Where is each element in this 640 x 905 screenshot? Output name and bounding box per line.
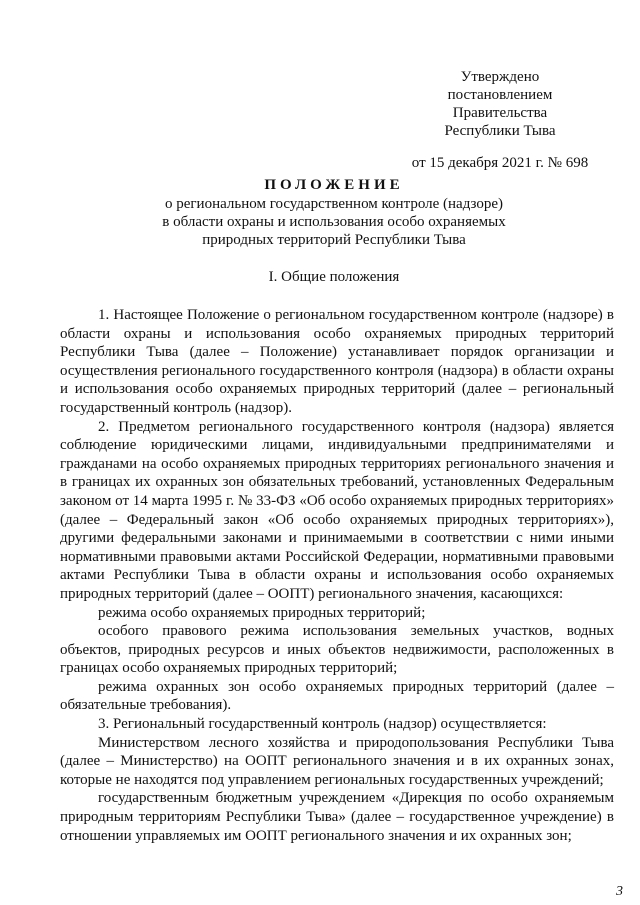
paragraph: режима особо охраняемых природных территорий; — [98, 604, 426, 621]
document-body — [60, 306, 614, 845]
paragraph: режима охранных зон особо охраняемых природных территорий (далее – обязательные требования). — [60, 678, 614, 714]
paragraph: государственным бюджетным учреждением «Дирекция по особо охраняемым природным территориям Республики Тыва» (далее – государственное учреждение) в отношении управляемых им ООПТ регионального значения и их охранных зон; — [60, 790, 614, 844]
approval-date: от 15 декабря 2021 г. № 698 — [411, 155, 589, 171]
section-heading: I. Общие положения — [268, 269, 400, 285]
approval-line-1: Утверждено — [460, 69, 540, 85]
title-line-3: природных территорий Республики Тыва — [202, 232, 466, 248]
paragraph: 1. Настоящее Положение о региональном государственном контроле (надзоре) в области охраны и использования особо охраняемых природных территорий Республики Тыва (далее – Положение) устанавливает порядок организации и осуществления регионального государственного контроля (надзора) в области охраны и использования особо охраняемых природных территорий (далее – региональный государственный контроль (надзор). — [60, 307, 614, 416]
title-heading: ПОЛОЖЕНИЕ — [264, 177, 404, 193]
page-number: 3 — [616, 884, 623, 899]
approval-line-3: Республики Тыва — [444, 123, 556, 139]
title-line-2: в области охраны и использования особо охраняемых — [162, 214, 506, 230]
title-line-1: о региональном государственном контроле (надзоре) — [164, 196, 504, 212]
paragraph: Министерством лесного хозяйства и природопользования Республики Тыва (далее – Министерство) на ООПТ регионального значения и в их охранных зонах, которые не находятся под управлением региональных государственных учреждений; — [60, 734, 614, 788]
paragraph: особого правового режима использования земельных участков, водных объектов, природных ресурсов и иных объектов недвижимости, расположенных в границах особо охраняемых природных территорий; — [60, 623, 614, 677]
approval-line-2: постановлением Правительства — [447, 87, 553, 121]
document-title — [0, 176, 640, 249]
approval-block — [400, 68, 600, 172]
paragraph: 3. Региональный государственный контроль (надзор) осуществляется: — [98, 716, 547, 733]
paragraph: 2. Предметом регионального государственного контроля (надзора) является соблюдение юридическими лицами, индивидуальными предпринимателями и гражданами на особо охраняемых природных территориях регионального значения и в границах их охранных зон обязательных требований, установленных Федеральным законом от 14 марта 1995 г. № 33-ФЗ «Об особо охраняемых природных территориях» (далее – Федеральный закон «Об особо охраняемых природных территориях»), другими федеральными законами и принимаемыми в соответствии с ними иными нормативными правовыми актами Российской Федерации, нормативными правовыми актами Республики Тыва в области охраны и использования особо охраняемых природных территорий (далее – ООПТ) регионального значения, касающихся: — [60, 418, 614, 602]
